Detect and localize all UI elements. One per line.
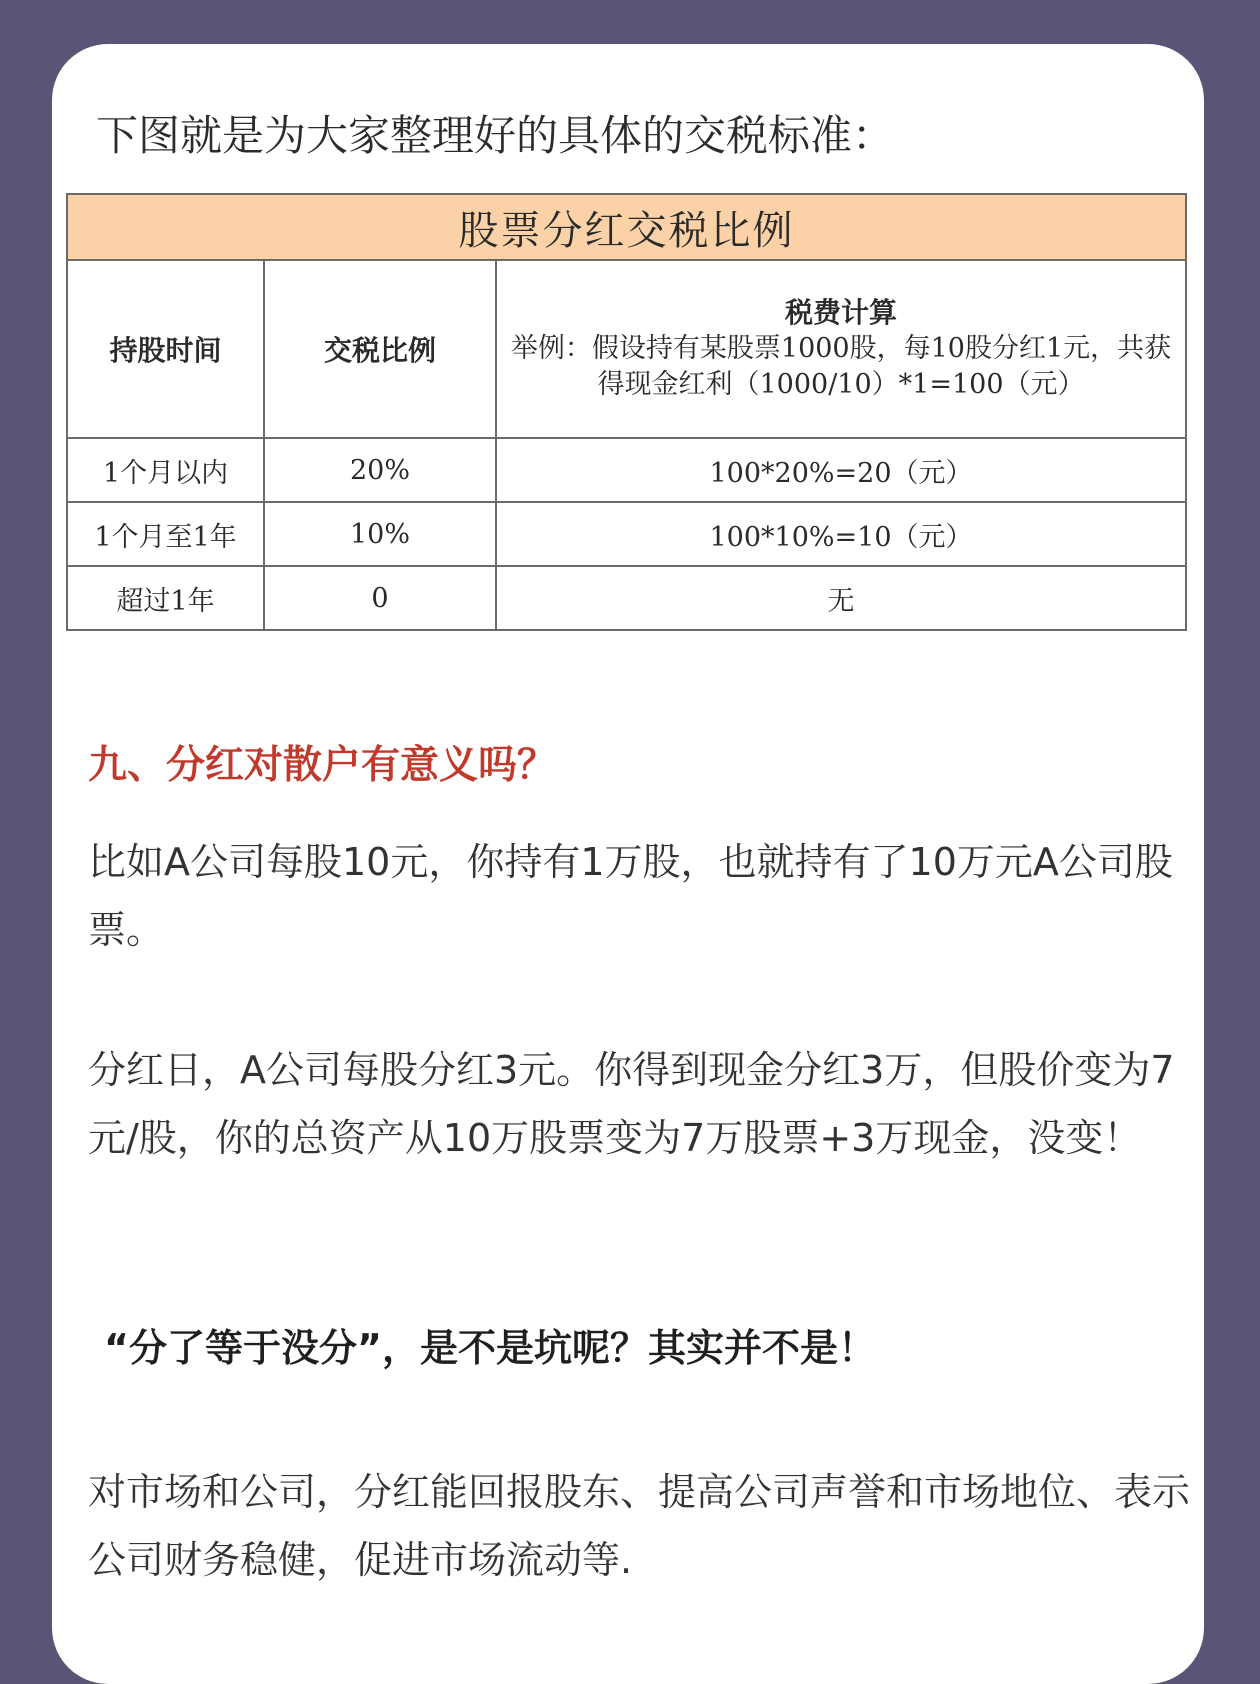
header-holding-period: 持股时间 (67, 260, 264, 438)
paragraph-example: 比如A公司每股10元，你持有1万股，也就持有了10万元A公司股票。 (88, 840, 1173, 952)
calc-example: 举例：假设持有某股票1000股，每10股分红1元，共获得现金红利（1000/10）*1=100（元） (510, 333, 1172, 400)
table-row (67, 502, 1186, 566)
intro-text: 下图就是为大家整理好的具体的交税标准： (96, 111, 895, 160)
paragraph-dividend-day: 分红日，A公司每股分红3元。你得到现金分红3万，但股价变为7元/股，你的总资产从10万股票变为7万股票+3万现金，没变！ (88, 1048, 1175, 1160)
cell-calc: 100*20%=20（元） (496, 438, 1186, 502)
table-row (67, 438, 1186, 502)
cell-period: 超过1年 (67, 566, 264, 630)
cell-rate: 10% (264, 502, 496, 566)
cell-calc: 100*10%=10（元） (496, 502, 1186, 566)
paragraph-benefits: 对市场和公司，分红能回报股东、提高公司声誉和市场地位、表示公司财务稳健，促进市场流动等. (88, 1470, 1191, 1582)
header-tax-rate: 交税比例 (264, 260, 496, 438)
cell-rate: 20% (264, 438, 496, 502)
header-calculation (496, 260, 1186, 438)
tax-table (66, 193, 1187, 631)
table-title: 股票分红交税比例 (67, 194, 1186, 260)
table-header-row (67, 260, 1186, 438)
callout-text: “分了等于没分”，是不是坑呢？其实并不是！ (104, 1326, 876, 1370)
cell-period: 1个月至1年 (67, 502, 264, 566)
cell-calc: 无 (496, 566, 1186, 630)
cell-period: 1个月以内 (67, 438, 264, 502)
table-row (67, 566, 1186, 630)
calc-title: 税费计算 (785, 296, 898, 329)
section-heading: 九、分红对散户有意义吗？ (88, 743, 557, 788)
table-title-row (67, 194, 1186, 260)
cell-rate: 0 (264, 566, 496, 630)
